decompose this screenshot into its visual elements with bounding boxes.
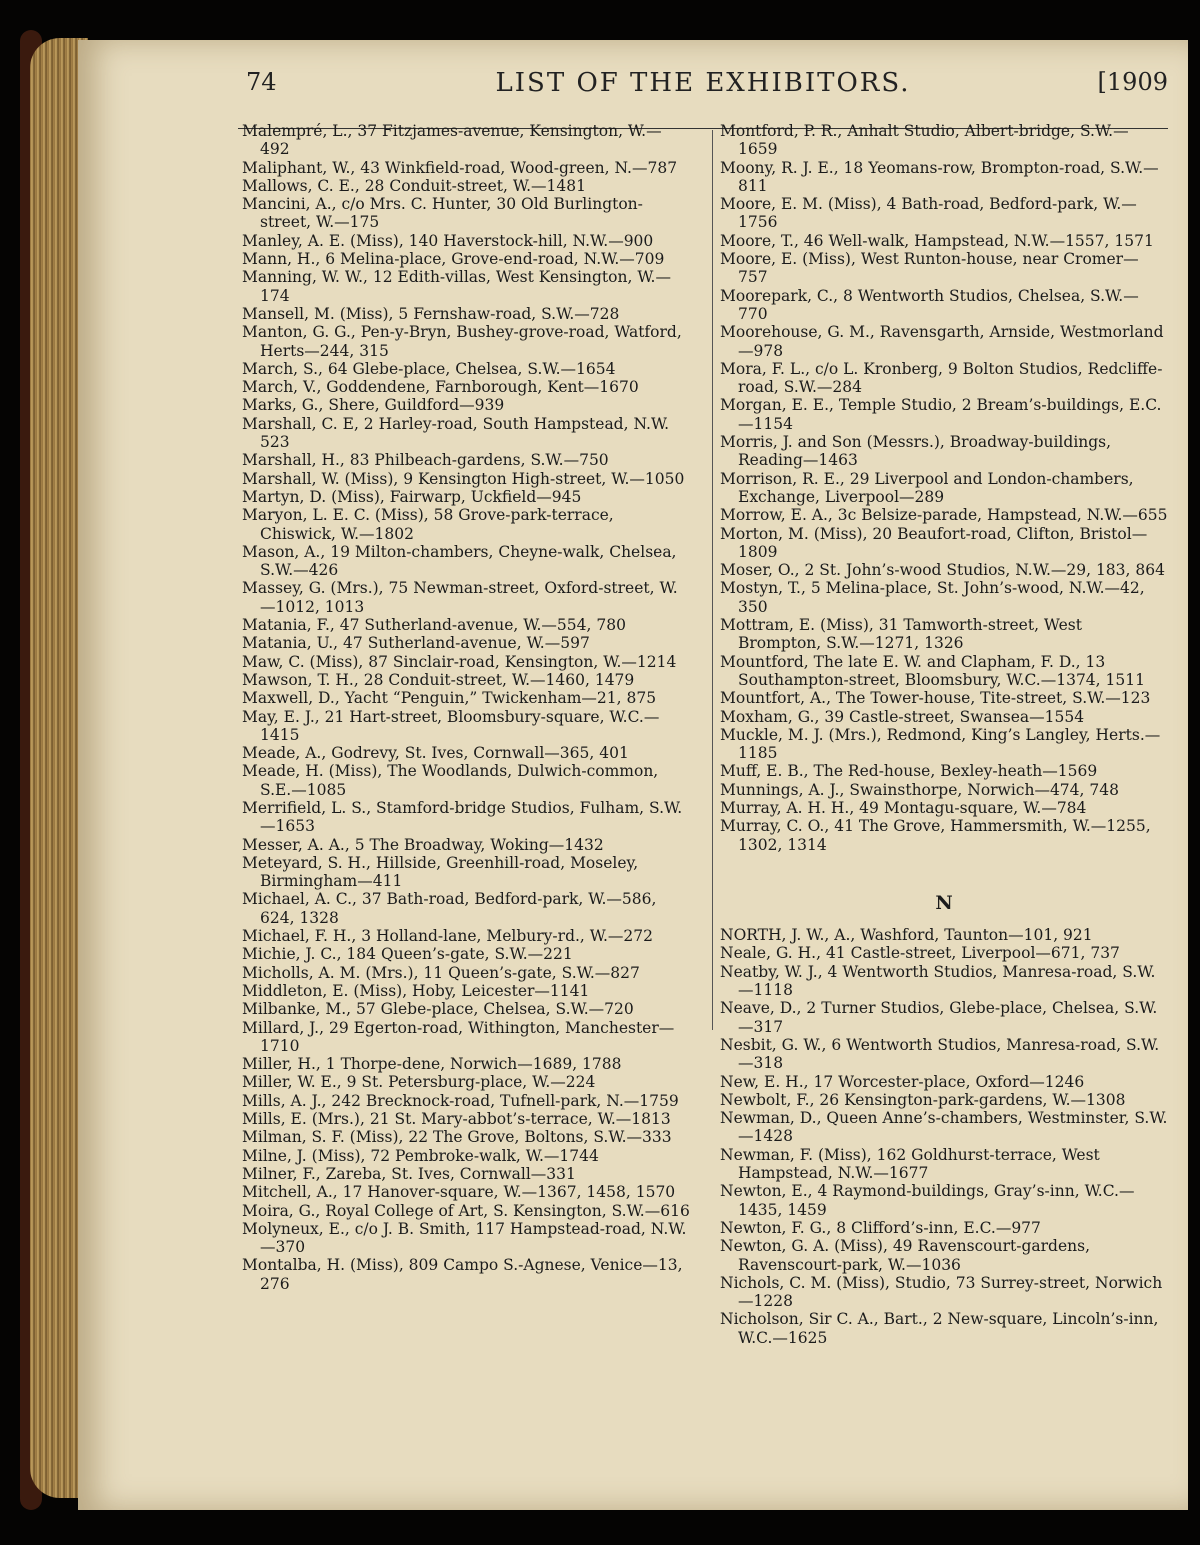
exhibitor-entry: Mills, A. J., 242 Brecknock-road, Tufnell-park, N.—1759 [242, 1091, 679, 1110]
page-title: LIST OF THE EXHIBITORS. [495, 68, 911, 98]
section-letter: N [935, 891, 953, 914]
exhibitor-entry: Merrifield, L. S., Stamford-bridge Studios, Fulham, S.W.—1653 [242, 798, 683, 836]
exhibitor-entry: Marshall, H., 83 Philbeach-gardens, S.W.—750 [242, 451, 609, 470]
exhibitor-entry: Morrison, R. E., 29 Liverpool and London-chambers, Exchange, Liverpool—289 [720, 469, 1134, 506]
exhibitor-entry: Maliphant, W., 43 Winkfield-road, Wood-green, N.—787 [242, 158, 678, 177]
exhibitor-entry: Mann, H., 6 Melina-place, Grove-end-road, N.W.—709 [242, 250, 665, 269]
exhibitor-entry: Meade, A., Godrevy, St. Ives, Cornwall—365, 401 [242, 744, 629, 763]
exhibitor-entry: Mansell, M. (Miss), 5 Fernshaw-road, S.W.—728 [242, 304, 620, 323]
exhibitor-entry: Nichols, C. M. (Miss), Studio, 73 Surrey-street, Norwich—1228 [720, 1273, 1163, 1311]
exhibitor-entry: Matania, U., 47 Sutherland-avenue, W.—597 [242, 634, 590, 653]
exhibitor-entry: Moorepark, C., 8 Wentworth Studios, Chelsea, S.W.—770 [720, 286, 1139, 323]
n-entries [720, 926, 1168, 1347]
exhibitor-entry: Maryon, L. E. C. (Miss), 58 Grove-park-terrace, Chiswick, W.—1802 [242, 506, 614, 543]
exhibitor-entry: Moony, R. J. E., 18 Yeomans-row, Brompton-road, S.W.—811 [720, 158, 1159, 195]
exhibitor-entry: Michael, F. H., 3 Holland-lane, Melbury-rd., W.—272 [242, 927, 654, 946]
exhibitor-entry: Middleton, E. (Miss), Hoby, Leicester—1141 [242, 981, 590, 1000]
exhibitor-entry: Newton, F. G., 8 Clifford’s-inn, E.C.—977 [720, 1218, 1041, 1237]
exhibitor-entry: Morrow, E. A., 3c Belsize-parade, Hampstead, N.W.—655 [720, 506, 1168, 525]
exhibitor-entry: Miller, H., 1 Thorpe-dene, Norwich—1689, 1788 [242, 1055, 622, 1074]
exhibitor-entry: Moxham, G., 39 Castle-street, Swansea—1554 [720, 707, 1085, 726]
exhibitor-entry: Mason, A., 19 Milton-chambers, Cheyne-walk, Chelsea, S.W.—426 [242, 542, 677, 580]
book-page [78, 40, 1188, 1510]
exhibitor-entry: Millard, J., 29 Egerton-road, Withington, Manchester—1710 [242, 1018, 675, 1055]
exhibitor-entry: Mountford, The late E. W. and Clapham, F. D., 13 Southampton-street, Bloomsbury, W.C.—1374, 1511 [720, 652, 1145, 689]
exhibitor-entry: Marshall, W. (Miss), 9 Kensington High-street, W.—1050 [242, 469, 685, 488]
exhibitor-entry: Muckle, M. J. (Mrs.), Redmond, King’s Langley, Herts.—1185 [720, 725, 1161, 763]
exhibitor-entry: NORTH, J. W., A., Washford, Taunton—101, 921 [720, 926, 1093, 945]
exhibitor-entry: Newton, G. A. (Miss), 49 Ravenscourt-gardens, Ravenscourt-park, W.—1036 [720, 1237, 1091, 1274]
exhibitor-entry: Moore, T., 46 Well-walk, Hampstead, N.W.—1557, 1571 [720, 231, 1154, 250]
exhibitor-entry: Muff, E. B., The Red-house, Bexley-heath—1569 [720, 762, 1098, 781]
exhibitor-entry: Morris, J. and Son (Messrs.), Broadway-buildings, Reading—1463 [720, 433, 1112, 470]
exhibitor-entry: Messer, A. A., 5 The Broadway, Woking—1432 [242, 835, 604, 854]
exhibitor-entry: Newton, E., 4 Raymond-buildings, Gray’s-inn, W.C.—1435, 1459 [720, 1182, 1135, 1219]
exhibitor-entry: Massey, G. (Mrs.), 75 Newman-street, Oxford-street, W.—1012, 1013 [242, 579, 678, 616]
exhibitor-entry: Matania, F., 47 Sutherland-avenue, W.—554, 780 [242, 616, 626, 635]
exhibitor-entry: Moira, G., Royal College of Art, S. Kensington, S.W.—616 [242, 1201, 690, 1220]
exhibitor-entry: Neale, G. H., 41 Castle-street, Liverpool—671, 737 [720, 944, 1120, 963]
exhibitor-entry: Manton, G. G., Pen-y-Bryn, Bushey-grove-road, Watford, Herts—244, 315 [242, 323, 682, 360]
exhibitor-entry: Molyneux, E., c/o J. B. Smith, 117 Hampstead-road, N.W.—370 [242, 1219, 687, 1257]
exhibitor-entry: Milman, S. F. (Miss), 22 The Grove, Boltons, S.W.—333 [242, 1128, 672, 1147]
exhibitor-entry: Nesbit, G. W., 6 Wentworth Studios, Manresa-road, S.W.—318 [720, 1035, 1160, 1073]
exhibitor-entry: Moore, E. (Miss), West Runton-house, near Cromer—757 [720, 250, 1139, 287]
exhibitor-entry: Moser, O., 2 St. John’s-wood Studios, N.W.—29, 183, 864 [720, 561, 1165, 580]
exhibitor-entry: Miller, W. E., 9 St. Petersburg-place, W.—224 [242, 1073, 596, 1092]
exhibitor-entry: Moorehouse, G. M., Ravensgarth, Arnside, Westmorland—978 [720, 323, 1164, 360]
exhibitor-entry: Murray, C. O., 41 The Grove, Hammersmith, W.—1255, 1302, 1314 [720, 817, 1151, 854]
exhibitor-entry: Newbolt, F., 26 Kensington-park-gardens, W.—1308 [720, 1090, 1126, 1109]
left-column [242, 122, 690, 1293]
exhibitor-entry: Mitchell, A., 17 Hanover-square, W.—1367, 1458, 1570 [242, 1183, 676, 1202]
exhibitor-entry: March, S., 64 Glebe-place, Chelsea, S.W.—1654 [242, 359, 616, 378]
exhibitor-entry: Mostyn, T., 5 Melina-place, St. John’s-wood, N.W.—42, 350 [720, 579, 1145, 616]
running-head [238, 68, 1168, 108]
exhibitor-entry: Maw, C. (Miss), 87 Sinclair-road, Kensington, W.—1214 [242, 652, 677, 671]
exhibitor-entry: March, V., Goddendene, Farnborough, Kent—1670 [242, 378, 639, 397]
exhibitor-entry: Montford, P. R., Anhalt Studio, Albert-bridge, S.W.—1659 [720, 122, 1129, 159]
exhibitor-entry: Marshall, C. E, 2 Harley-road, South Hampstead, N.W. 523 [242, 414, 670, 452]
exhibitor-entry: Manley, A. E. (Miss), 140 Haverstock-hill, N.W.—900 [242, 231, 654, 250]
exhibitor-entry: Newman, F. (Miss), 162 Goldhurst-terrace, West Hampstead, N.W.—1677 [720, 1145, 1100, 1183]
exhibitor-entry: Mountfort, A., The Tower-house, Tite-street, S.W.—123 [720, 689, 1151, 708]
exhibitor-entry: Neave, D., 2 Turner Studios, Glebe-place, Chelsea, S.W.—317 [720, 999, 1158, 1036]
exhibitor-entry: Meade, H. (Miss), The Woodlands, Dulwich-common, S.E.—1085 [242, 762, 659, 799]
exhibitor-entry: Martyn, D. (Miss), Fairwarp, Uckfield—945 [242, 487, 582, 506]
m-entries-continued [720, 122, 1168, 854]
exhibitor-entry: Milne, J. (Miss), 72 Pembroke-walk, W.—1744 [242, 1146, 599, 1165]
column-divider [712, 130, 713, 1030]
exhibitor-entry: Milner, F., Zareba, St. Ives, Cornwall—331 [242, 1164, 576, 1183]
exhibitor-entry: Michie, J. C., 184 Queen’s-gate, S.W.—221 [242, 945, 573, 964]
page-year: [1909 [1097, 68, 1168, 96]
exhibitor-entry: Micholls, A. M. (Mrs.), 11 Queen’s-gate, S.W.—827 [242, 963, 640, 982]
exhibitor-entry: Maxwell, D., Yacht “Penguin,” Twickenham—21, 875 [242, 689, 657, 708]
exhibitor-entry: Montalba, H. (Miss), 809 Campo S.-Agnese, Venice—13, 276 [242, 1256, 683, 1293]
exhibitor-entry: New, E. H., 17 Worcester-place, Oxford—1246 [720, 1072, 1085, 1091]
exhibitor-entry: Nicholson, Sir C. A., Bart., 2 New-square, Lincoln’s-inn, W.C.—1625 [720, 1310, 1159, 1347]
exhibitor-entry: Mottram, E. (Miss), 31 Tamworth-street, West Brompton, S.W.—1271, 1326 [720, 616, 1082, 653]
exhibitor-entry: Milbanke, M., 57 Glebe-place, Chelsea, S.W.—720 [242, 1000, 634, 1019]
exhibitor-entry: Moore, E. M. (Miss), 4 Bath-road, Bedford-park, W.—1756 [720, 195, 1137, 232]
exhibitor-entry: Neatby, W. J., 4 Wentworth Studios, Manresa-road, S.W.—1118 [720, 962, 1156, 1000]
exhibitor-entry: Newman, D., Queen Anne’s-chambers, Westminster, S.W.—1428 [720, 1109, 1168, 1146]
exhibitor-entry: Meteyard, S. H., Hillside, Greenhill-road, Moseley, Birmingham—411 [242, 853, 639, 891]
exhibitor-entry: Morgan, E. E., Temple Studio, 2 Bream’s-buildings, E.C.—1154 [720, 396, 1162, 433]
exhibitor-entry: Manning, W. W., 12 Edith-villas, West Kensington, W.—174 [242, 268, 671, 305]
exhibitor-entry: Mawson, T. H., 28 Conduit-street, W.—1460, 1479 [242, 670, 635, 689]
exhibitor-entry: Munnings, A. J., Swainsthorpe, Norwich—474, 748 [720, 780, 1119, 799]
exhibitor-entry: Malempré, L., 37 Fitzjames-avenue, Kensington, W.—492 [242, 122, 662, 159]
exhibitor-entry: Murray, A. H. H., 49 Montagu-square, W.—784 [720, 798, 1087, 817]
exhibitor-entry: May, E. J., 21 Hart-street, Bloomsbury-square, W.C.—1415 [242, 707, 660, 744]
exhibitor-entry: Mills, E. (Mrs.), 21 St. Mary-abbot’s-terrace, W.—1813 [242, 1110, 671, 1129]
exhibitor-entry: Marks, G., Shere, Guildford—939 [242, 396, 505, 415]
exhibitor-entry: Mancini, A., c/o Mrs. C. Hunter, 30 Old Burlington-street, W.—175 [242, 195, 643, 232]
exhibitor-entry: Mora, F. L., c/o L. Kronberg, 9 Bolton Studios, Redcliffe-road, S.W.—284 [720, 359, 1163, 397]
right-column [720, 122, 1168, 1347]
exhibitor-entry: Michael, A. C., 37 Bath-road, Bedford-park, W.—586, 624, 1328 [242, 890, 657, 927]
page-number: 74 [246, 68, 277, 96]
exhibitor-entry: Mallows, C. E., 28 Conduit-street, W.—1481 [242, 176, 586, 195]
exhibitor-entry: Morton, M. (Miss), 20 Beaufort-road, Clifton, Bristol—1809 [720, 524, 1148, 561]
